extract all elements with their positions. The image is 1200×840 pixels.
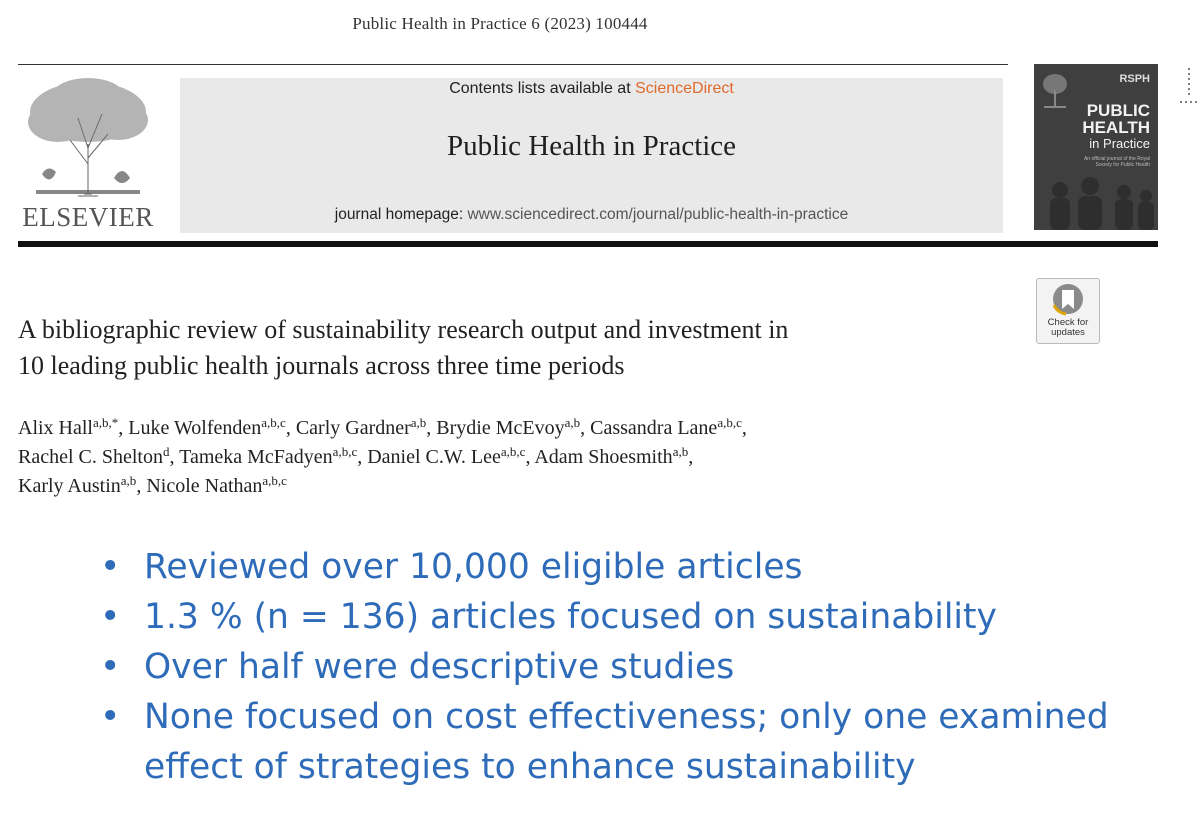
check-for-updates-label	[1037, 318, 1099, 338]
author-separator: ,	[169, 446, 180, 468]
author-name[interactable]: Carly Gardner	[295, 417, 411, 439]
author-separator: ,	[357, 446, 368, 468]
author-separator: ,	[118, 417, 129, 439]
author-line-3	[18, 472, 1018, 501]
bullet-text: Over half were descriptive studies	[144, 647, 735, 687]
check-for-updates-icon	[1037, 279, 1099, 319]
cover-org: RSPH	[1119, 73, 1150, 85]
bullet-dot-icon: •	[100, 547, 121, 587]
author-affiliation[interactable]: a,b,c	[261, 415, 286, 430]
check-line2: updates	[1051, 327, 1085, 338]
bullet-dot-icon: •	[100, 647, 121, 687]
check-line1: Check for	[1047, 317, 1089, 328]
journal-title[interactable]: Public Health in Practice	[446, 130, 737, 162]
homepage-url-link[interactable]: www.sciencedirect.com/journal/public-health-in-practice	[467, 206, 849, 223]
author-name[interactable]: Alix Hall	[18, 417, 93, 439]
author-name[interactable]: Brydie McEvoy	[436, 417, 565, 439]
cover-tagline: An official journal of the Royal Society for Public Health	[1083, 156, 1150, 168]
author-separator: ,	[580, 417, 591, 439]
author-separator: ,	[688, 446, 694, 468]
author-separator: ,	[426, 417, 437, 439]
bullet-item	[100, 642, 1190, 692]
summary-bullet-list	[100, 542, 1190, 792]
author-separator: ,	[525, 446, 535, 468]
author-affiliation[interactable]: a,b	[120, 473, 137, 488]
author-separator: ,	[741, 417, 747, 439]
elsevier-wordmark: ELSEVIER	[22, 202, 154, 232]
author-line-1	[18, 414, 1018, 443]
author-separator: ,	[285, 417, 296, 439]
cover-title-line2: HEALTH	[1082, 118, 1150, 137]
bullet-dot-icon: •	[100, 597, 121, 637]
journal-cover-image[interactable]	[1034, 64, 1158, 230]
bullet-item	[100, 692, 1190, 792]
bullet-text: Reviewed over 10,000 eligible articles	[144, 547, 803, 587]
author-name[interactable]: Rachel C. Shelton	[18, 446, 163, 468]
check-for-updates-button[interactable]	[1036, 278, 1100, 344]
author-affiliation[interactable]: a,b,c	[332, 444, 358, 459]
sciencedirect-link[interactable]: ScienceDirect	[635, 80, 734, 97]
elsevier-tree-logo	[18, 74, 158, 202]
cover-subtitle: in Practice	[1089, 136, 1150, 151]
author-name[interactable]: Daniel C.W. Lee	[367, 446, 501, 468]
header-divider	[18, 64, 1008, 65]
header-thick-divider	[18, 241, 1158, 247]
mini-tree-icon	[1040, 70, 1070, 110]
bullet-item	[100, 592, 1190, 642]
article-title-line1: A bibliographic review of sustainability research output and investment in	[18, 315, 789, 344]
homepage-label: journal homepage:	[334, 206, 464, 223]
article-title-line2: 10 leading public health journals across three time periods	[18, 351, 625, 380]
author-affiliation[interactable]: d	[162, 444, 170, 459]
citation-text: Public Health in Practice 6 (2023) 100444	[352, 14, 648, 33]
cover-title	[1082, 102, 1150, 136]
author-name[interactable]: Karly Austin	[18, 475, 121, 497]
journal-banner	[180, 78, 1003, 233]
author-name[interactable]: Tameka McFadyen	[179, 446, 333, 468]
cover-title-line1: PUBLIC	[1086, 101, 1150, 120]
bullet-text: None focused on cost effectiveness; only one examined effect of strategies to enhance sustainability	[144, 697, 1109, 787]
elsevier-logo[interactable]	[18, 74, 158, 234]
article-title	[18, 312, 1018, 384]
journal-citation	[0, 14, 1000, 34]
cover-silhouettes	[1034, 170, 1158, 230]
author-affiliation[interactable]: a,b,*	[93, 415, 119, 430]
author-separator: ,	[136, 475, 147, 497]
author-affiliation[interactable]: a,b	[672, 444, 689, 459]
bullet-item	[100, 542, 1190, 592]
bullet-text: 1.3 % (n = 136) articles focused on sustainability	[144, 597, 997, 637]
author-name[interactable]: Cassandra Lane	[590, 417, 718, 439]
author-affiliation[interactable]: a,b,c	[262, 473, 287, 488]
contents-prefix: Contents lists available at	[449, 80, 631, 97]
author-affiliation[interactable]: a,b,c	[500, 444, 526, 459]
author-affiliation[interactable]: a,b	[410, 415, 427, 430]
journal-homepage	[180, 206, 1003, 224]
selection-handle-dots	[1180, 68, 1198, 110]
author-line-2	[18, 443, 1018, 472]
author-name[interactable]: Nicole Nathan	[146, 475, 263, 497]
author-name[interactable]: Luke Wolfenden	[128, 417, 262, 439]
contents-line	[180, 80, 1003, 98]
author-affiliation[interactable]: a,b,c	[717, 415, 742, 430]
author-affiliation[interactable]: a,b	[564, 415, 581, 430]
author-name[interactable]: Adam Shoesmith	[534, 446, 673, 468]
bullet-dot-icon: •	[100, 697, 121, 737]
author-list	[18, 414, 1018, 501]
